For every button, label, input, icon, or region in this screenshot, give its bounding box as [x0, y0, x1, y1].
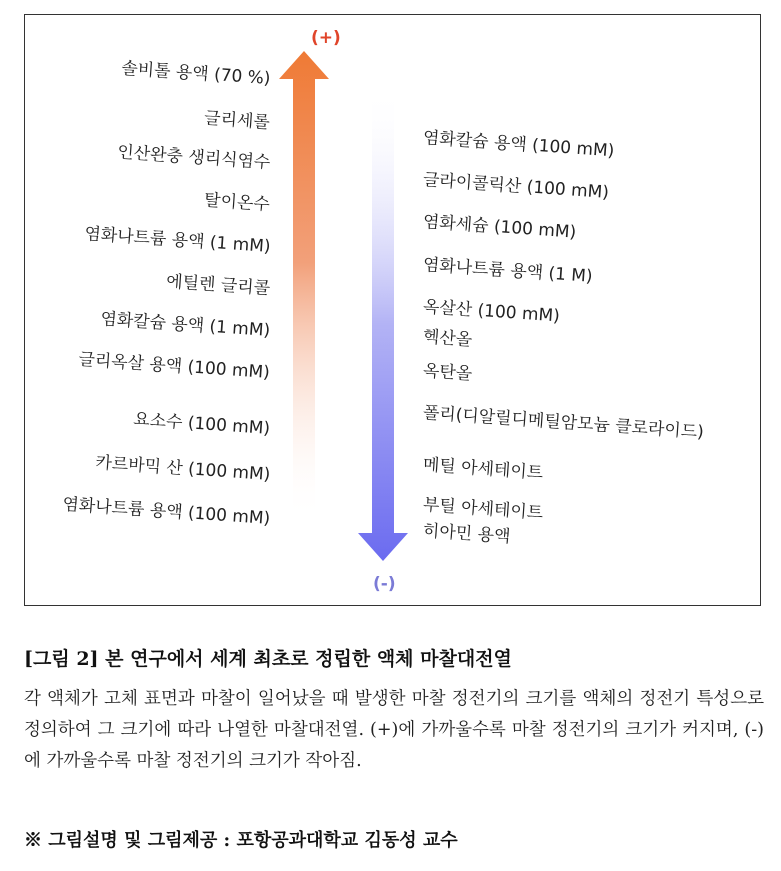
series-item-right: 헥산올 [422, 327, 473, 351]
positive-arrow [279, 51, 329, 521]
series-item-right: 부틸 아세테이트 [422, 495, 544, 524]
figure-caption-body: 각 액체가 고체 표면과 마찰이 일어났을 때 발생한 마찰 정전기의 크기를 액체의 정전기 특성으로 정의하여 그 크기에 따라 나열한 마찰대전열. (+)에 가까울수록 마찰 정전기의 크기가 커지며, (-)에 가까울수록 마찰 정전기의 크기가 작아짐. [24, 689, 764, 771]
series-item-left: 탈이온수 [203, 190, 271, 215]
series-item-left: 인산완충 생리식염수 [116, 142, 271, 173]
series-item-right: 폴리(디알릴디메틸암모늄 클로라이드) [422, 403, 705, 443]
series-item-left: 요소수 (100 mM) [132, 409, 271, 439]
series-item-right: 글라이콜릭산 (100 mM) [422, 170, 610, 203]
positive-pole-label: (+) [311, 28, 341, 48]
series-item-left: 글리세롤 [203, 108, 271, 133]
series-item-left: 솔비톨 용액 (70 %) [120, 58, 271, 89]
series-item-right: 염화세슘 (100 mM) [422, 212, 577, 243]
figure-caption-title: [그림 2] 본 연구에서 세계 최초로 정립한 액체 마찰대전열 [24, 648, 512, 670]
series-item-left: 에틸렌 글리콜 [165, 271, 271, 299]
figure-frame [24, 14, 761, 606]
series-item-right: 옥탄올 [422, 361, 473, 385]
series-item-right: 염화칼슘 용액 (100 mM) [422, 128, 615, 162]
series-item-right: 히아민 용액 [422, 521, 511, 548]
figure-credit: ※ 그림설명 및 그림제공 : 포항공과대학교 김동성 교수 [24, 830, 458, 851]
series-item-left: 염화나트륨 용액 (100 mM) [61, 494, 271, 529]
negative-pole-label: (-) [373, 574, 396, 594]
series-item-right: 염화나트륨 용액 (1 M) [422, 255, 594, 287]
negative-arrow [358, 87, 408, 561]
series-item-left: 카르바믹 산 (100 mM) [94, 452, 271, 485]
series-item-left: 글리옥살 용액 (100 mM) [78, 349, 271, 383]
series-item-left: 염화칼슘 용액 (1 mM) [99, 309, 271, 341]
series-item-right: 메틸 아세테이트 [422, 455, 544, 484]
series-item-right: 옥살산 (100 mM) [422, 297, 561, 327]
series-item-left: 염화나트륨 용액 (1 mM) [83, 224, 271, 257]
